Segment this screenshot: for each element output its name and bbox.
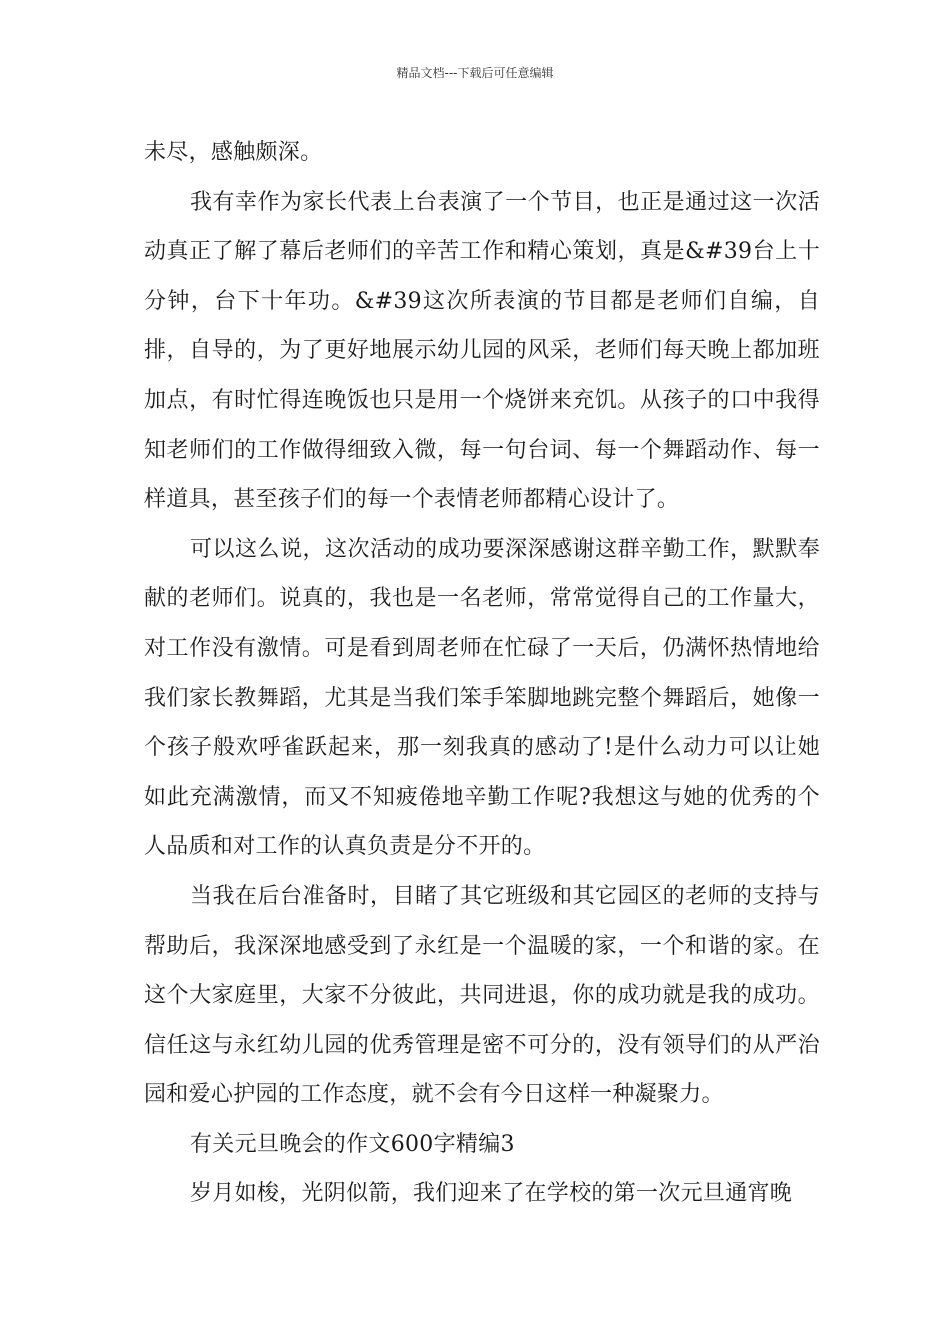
- paragraph-3: 可以这么说，这次活动的成功要深深感谢这群辛勤工作，默默奉献的老师们。说真的，我也是一名老师，常常觉得自己的工作量大，对工作没有激情。可是看到周老师在忙碌了一天后，仍满怀热情地给我们家长教舞蹈，尤其是当我们笨手笨脚地跳完整个舞蹈后，她像一个孩子般欢呼雀跃起来，那一刻我真的感动了!是什么动力可以让她如此充满激情，而又不知疲倦地辛勤工作呢?我想这与她的优秀的个人品质和对工作的认真负责是分不开的。: [144, 536, 820, 860]
- paragraph-4: 当我在后台准备时，目睹了其它班级和其它园区的老师的支持与帮助后，我深深地感受到了永红是一个温暖的家，一个和谐的家。在这个大家庭里，大家不分彼此，共同进退，你的成功就是我的成功。信任这与永红幼儿园的优秀管理是密不可分的，没有领导们的从严治园和爱心护园的工作态度，就不会有今日这样一种凝聚力。: [144, 883, 820, 1108]
- document-body: [144, 128, 820, 1219]
- paragraph-5: 岁月如梭，光阴似箭，我们迎来了在学校的第一次元旦通宵晚: [190, 1181, 793, 1207]
- page-header: 精品文档---下载后可任意编辑: [396, 66, 554, 80]
- paragraph-1: 未尽，感触颇深。: [144, 140, 323, 165]
- paragraph-2: 我有幸作为家长代表上台表演了一个节目，也正是通过这一次活动真正了解了幕后老师们的辛苦工作和精心策划，真是&#39台上十分钟，台下十年功。&#39这次所表演的节目都是老师们自编，自排，自导的，为了更好地展示幼儿园的风采，老师们每天晚上都加班加点，有时忙得连晚饭也只是用一个烧饼来充饥。从孩子的口中我得知老师们的工作做得细致入微，每一句台词、每一个舞蹈动作、每一样道具，甚至孩子们的每一个表情老师都精心设计了。: [144, 189, 820, 513]
- section-heading: 有关元旦晚会的作文600字精编3: [190, 1131, 515, 1157]
